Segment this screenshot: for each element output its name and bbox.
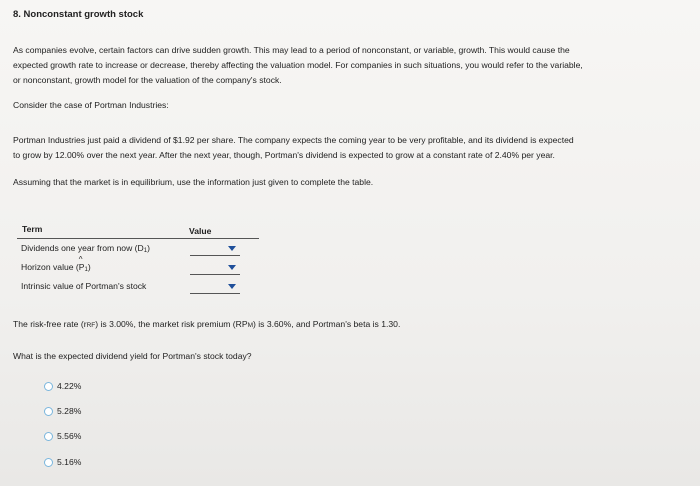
header-term: Term [22,224,43,234]
dividends-label: Dividends one year from now (D1) [21,243,150,254]
answer-option-1[interactable] [44,381,81,391]
answer-option-2[interactable] [44,406,81,416]
table-header [17,220,259,239]
case-line-1: Portman Industries just paid a dividend of $1.92 per share. The company expects the coming year to be very profitable, and its dividend is expected [13,135,574,145]
option-label: 5.56% [57,431,82,441]
intro-line-3: or nonconstant, growth model for the valuation of the company's stock. [13,75,282,85]
consider-text: Consider the case of Portman Industries: [13,100,169,110]
dropdown-arrow-icon [228,246,236,251]
option-label: 5.28% [57,406,82,416]
horizon-dropdown[interactable] [190,262,240,275]
dropdown-arrow-icon [228,265,236,270]
answer-option-3[interactable] [44,431,81,441]
table-row-horizon [17,258,259,277]
assume-text: Assuming that the market is in equilibrium, use the information just given to complete the table. [13,177,374,187]
table-row-intrinsic [17,277,259,296]
question-title: 8. Nonconstant growth stock [13,9,144,20]
case-line-2: to grow by 12.00% over the next year. After the next year, though, Portman's dividend is expected to grow at a constant rate of 2.40% per year. [13,150,555,160]
option-label: 5.16% [57,457,82,467]
radio-button[interactable] [44,432,53,441]
risk-statement: The risk-free rate (rRF) is 3.00%, the market risk premium (RPM) is 3.60%, and Portman's beta is 1.30. [13,319,401,329]
horizon-label: Horizon value (^ P1) [21,262,91,273]
radio-button[interactable] [44,458,53,467]
case-paragraph [13,133,689,163]
intro-line-1: As companies evolve, certain factors can drive sudden growth. This may lead to a period of nonconstant, or variable, growth. This would cause the [13,45,570,55]
answer-option-4[interactable] [44,457,81,467]
dropdown-arrow-icon [228,284,236,289]
valuation-table [17,220,259,296]
radio-button[interactable] [44,382,53,391]
intro-paragraph [13,43,689,88]
option-label: 4.22% [57,381,82,391]
intrinsic-label: Intrinsic value of Portman's stock [21,281,147,291]
table-row-dividends [17,239,259,258]
question-text: What is the expected dividend yield for Portman's stock today? [13,351,252,361]
radio-button[interactable] [44,407,53,416]
header-value: Value [189,226,212,236]
dividends-dropdown[interactable] [190,243,240,256]
intro-line-2: expected growth rate to increase or decrease, thereby affecting the valuation model. For companies in such situations, you would refer to the variable, [13,60,583,70]
intrinsic-dropdown[interactable] [190,281,240,294]
